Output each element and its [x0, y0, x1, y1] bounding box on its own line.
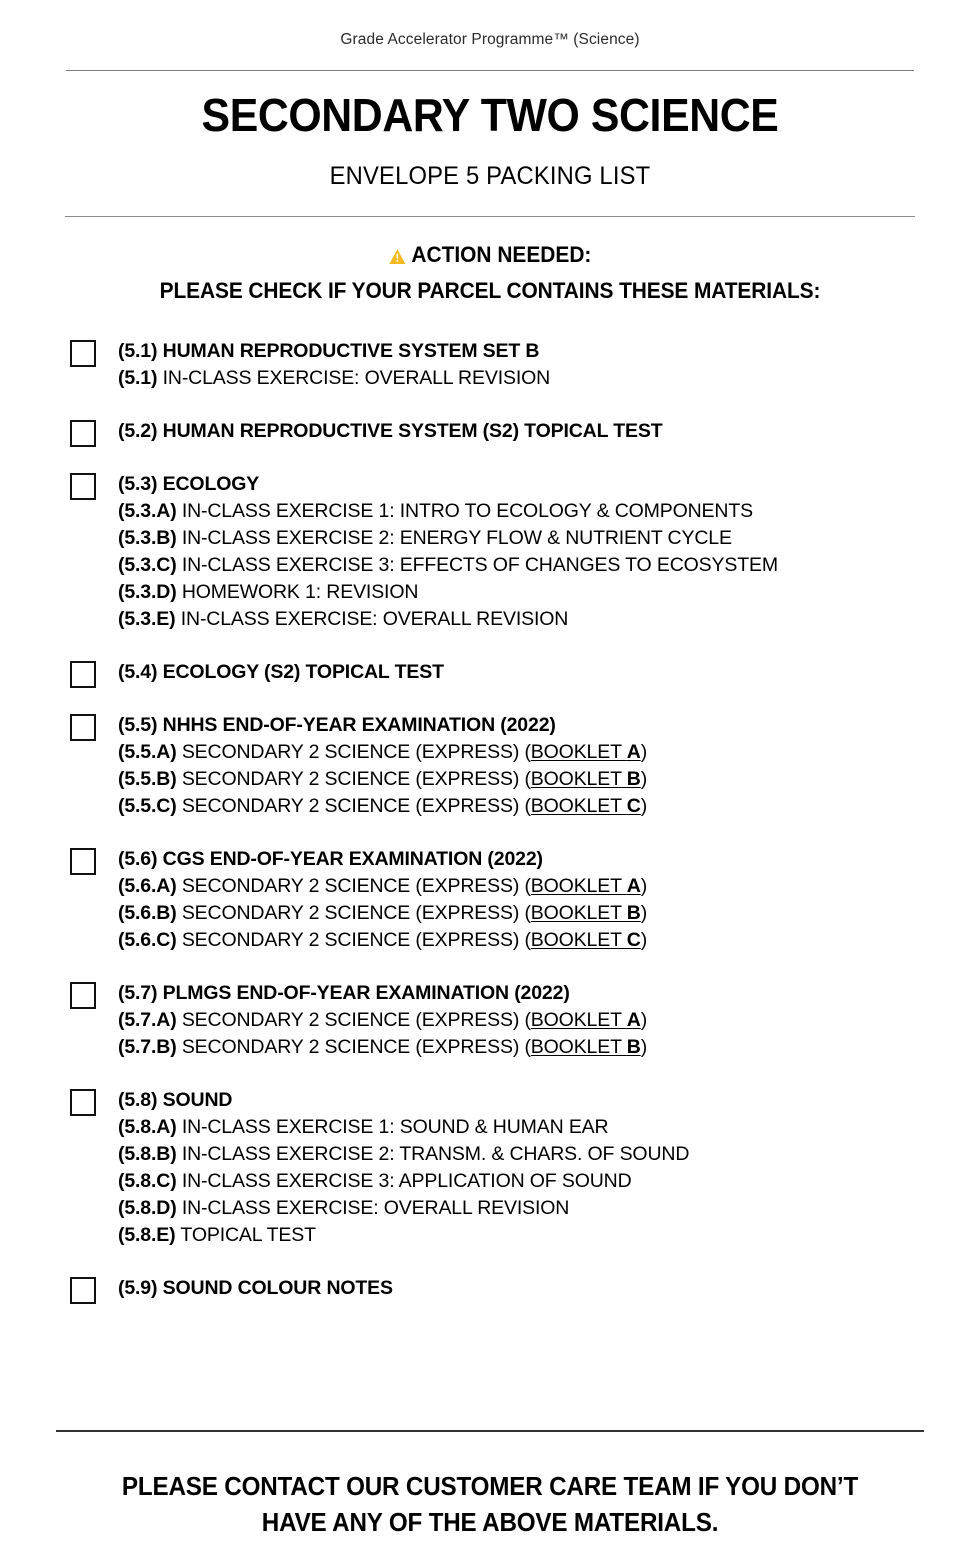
item-text: SECONDARY 2 SCIENCE (EXPRESS) (	[181, 928, 531, 951]
item-code: (5.6.C)	[118, 928, 177, 951]
item-text-tail: )	[640, 794, 648, 817]
footer-notice	[25, 1469, 956, 1541]
item-code: (5.3.C)	[118, 553, 177, 576]
item-text: SECONDARY 2 SCIENCE (EXPRESS) (	[181, 901, 531, 924]
booklet-label: BOOKLET	[530, 767, 627, 790]
item-code: (5.1)	[118, 366, 158, 389]
item-text-tail: )	[640, 928, 648, 951]
checklist-subitem	[118, 1141, 980, 1168]
checklist-item	[70, 471, 980, 633]
item-code: (5.5)	[118, 713, 158, 736]
booklet-marker	[531, 902, 641, 924]
booklet-letter: B	[626, 901, 641, 924]
checklist-subitem	[118, 927, 980, 954]
booklet-marker	[531, 1009, 641, 1031]
header-divider-bottom	[65, 216, 915, 217]
checklist-subitem	[118, 900, 980, 927]
checklist-subitem	[118, 766, 980, 793]
checklist-subitem	[118, 793, 980, 820]
materials-checklist	[0, 338, 980, 1302]
item-text: SOUND COLOUR NOTES	[162, 1276, 393, 1299]
booklet-letter: A	[626, 874, 641, 897]
booklet-letter: B	[626, 1035, 641, 1058]
checklist-item-title	[118, 659, 980, 686]
checklist-item-title	[118, 1087, 980, 1114]
item-code: (5.9)	[118, 1276, 158, 1299]
item-text-tail: )	[640, 874, 648, 897]
item-code: (5.5.B)	[118, 767, 177, 790]
item-text: IN-CLASS EXERCISE 3: APPLICATION OF SOUND	[181, 1169, 632, 1192]
page-subtitle: ENVELOPE 5 PACKING LIST	[329, 161, 651, 190]
checklist-item-title	[118, 712, 980, 739]
item-text: TOPICAL TEST	[180, 1223, 316, 1246]
item-text: IN-CLASS EXERCISE: OVERALL REVISION	[162, 366, 551, 389]
checkbox-5-3[interactable]	[70, 473, 96, 500]
item-text: IN-CLASS EXERCISE: OVERALL REVISION	[180, 607, 569, 630]
booklet-marker	[531, 768, 641, 790]
checklist-item	[70, 980, 980, 1061]
item-text: SECONDARY 2 SCIENCE (EXPRESS) (	[181, 874, 531, 897]
item-text: ECOLOGY (S2) TOPICAL TEST	[162, 660, 444, 683]
warning-triangle-icon	[389, 246, 407, 265]
checklist-subitem	[118, 365, 980, 392]
checklist-subitem	[118, 1034, 980, 1061]
checklist-subitem	[118, 1195, 980, 1222]
booklet-marker	[531, 929, 641, 951]
item-text-tail: )	[640, 1008, 648, 1031]
item-text: IN-CLASS EXERCISE: OVERALL REVISION	[181, 1196, 570, 1219]
booklet-letter: A	[626, 740, 641, 763]
footer-notice-line-1: PLEASE CONTACT OUR CUSTOMER CARE TEAM IF YOU DON’T	[121, 1473, 859, 1501]
item-code: (5.8.E)	[118, 1223, 176, 1246]
checklist-item	[70, 1087, 980, 1249]
booklet-label: BOOKLET	[530, 794, 627, 817]
footer-divider	[56, 1430, 924, 1432]
checklist-subitem	[118, 739, 980, 766]
item-code: (5.8.B)	[118, 1142, 177, 1165]
checklist-subitem	[118, 1168, 980, 1195]
item-code: (5.8.C)	[118, 1169, 177, 1192]
item-text: SOUND	[162, 1088, 233, 1111]
checkbox-5-8[interactable]	[70, 1089, 96, 1116]
item-text: IN-CLASS EXERCISE 2: ENERGY FLOW & NUTRIENT CYCLE	[181, 526, 732, 549]
booklet-letter: A	[626, 1008, 641, 1031]
item-code: (5.3.E)	[118, 607, 176, 630]
checkbox-5-4[interactable]	[70, 661, 96, 688]
checklist-item	[70, 712, 980, 820]
item-text: SECONDARY 2 SCIENCE (EXPRESS) (	[181, 1008, 531, 1031]
checklist-subitem	[118, 1114, 980, 1141]
booklet-label: BOOKLET	[530, 740, 627, 763]
booklet-label: BOOKLET	[530, 1008, 627, 1031]
brand-line: Grade Accelerator Programme™ (Science)	[340, 31, 640, 48]
page-footer	[0, 1402, 980, 1541]
checklist-item	[70, 418, 980, 445]
booklet-label: BOOKLET	[530, 928, 627, 951]
checklist-subitem	[118, 1007, 980, 1034]
booklet-marker	[531, 875, 641, 897]
checkbox-5-7[interactable]	[70, 982, 96, 1009]
checklist-item	[70, 338, 980, 392]
checklist-item	[70, 846, 980, 954]
booklet-letter: C	[626, 928, 641, 951]
item-text: HUMAN REPRODUCTIVE SYSTEM SET B	[162, 339, 540, 362]
page-title: SECONDARY TWO SCIENCE	[201, 89, 779, 141]
checklist-subitem	[118, 873, 980, 900]
booklet-marker	[531, 741, 641, 763]
item-text-tail: )	[640, 1035, 648, 1058]
item-text-tail: )	[640, 767, 648, 790]
item-text-tail: )	[640, 740, 648, 763]
item-code: (5.3.A)	[118, 499, 177, 522]
checklist-subitem	[118, 498, 980, 525]
checklist-item-title	[118, 846, 980, 873]
item-text-tail: )	[640, 901, 648, 924]
item-text: SECONDARY 2 SCIENCE (EXPRESS) (	[181, 1035, 531, 1058]
booklet-label: BOOKLET	[530, 901, 627, 924]
item-text: IN-CLASS EXERCISE 2: TRANSM. & CHARS. OF SOUND	[181, 1142, 690, 1165]
item-code: (5.7)	[118, 981, 158, 1004]
item-code: (5.7.A)	[118, 1008, 177, 1031]
item-text: PLMGS END-OF-YEAR EXAMINATION (2022)	[162, 981, 570, 1004]
item-text: IN-CLASS EXERCISE 1: INTRO TO ECOLOGY & COMPONENTS	[181, 499, 753, 522]
checklist-item-title	[118, 338, 980, 365]
booklet-marker	[531, 795, 641, 817]
checklist-item	[70, 1275, 980, 1302]
checklist-item	[70, 659, 980, 686]
item-text: SECONDARY 2 SCIENCE (EXPRESS) (	[181, 767, 531, 790]
item-code: (5.8)	[118, 1088, 158, 1111]
item-code: (5.6.A)	[118, 874, 177, 897]
item-text: SECONDARY 2 SCIENCE (EXPRESS) (	[181, 794, 531, 817]
item-code: (5.6.B)	[118, 901, 177, 924]
action-needed-heading	[25, 242, 956, 268]
item-text: SECONDARY 2 SCIENCE (EXPRESS) (	[181, 740, 531, 763]
checklist-item-title	[118, 471, 980, 498]
booklet-label: BOOKLET	[530, 874, 627, 897]
item-code: (5.1)	[118, 339, 158, 362]
checkbox-5-5[interactable]	[70, 714, 96, 741]
checklist-subitem	[118, 606, 980, 633]
item-text: IN-CLASS EXERCISE 3: EFFECTS OF CHANGES TO ECOSYSTEM	[181, 553, 778, 576]
header-divider-top	[66, 70, 914, 71]
item-code: (5.5.C)	[118, 794, 177, 817]
checklist-item-title	[118, 1275, 980, 1302]
item-code: (5.3)	[118, 472, 158, 495]
item-code: (5.3.B)	[118, 526, 177, 549]
checkbox-5-1[interactable]	[70, 340, 96, 367]
item-code: (5.7.B)	[118, 1035, 177, 1058]
item-text: NHHS END-OF-YEAR EXAMINATION (2022)	[162, 713, 556, 736]
action-instruction: PLEASE CHECK IF YOUR PARCEL CONTAINS THESE MATERIALS:	[159, 277, 821, 303]
item-text: HOMEWORK 1: REVISION	[181, 580, 419, 603]
checkbox-5-2[interactable]	[70, 420, 96, 447]
checklist-subitem	[118, 552, 980, 579]
checklist-subitem	[118, 1222, 980, 1249]
booklet-letter: B	[626, 767, 641, 790]
checklist-subitem	[118, 579, 980, 606]
item-code: (5.8.D)	[118, 1196, 177, 1219]
booklet-marker	[531, 1036, 641, 1058]
checklist-item-title	[118, 418, 980, 445]
item-text: IN-CLASS EXERCISE 1: SOUND & HUMAN EAR	[181, 1115, 609, 1138]
booklet-letter: C	[626, 794, 641, 817]
item-text: CGS END-OF-YEAR EXAMINATION (2022)	[162, 847, 543, 870]
checklist-item-title	[118, 980, 980, 1007]
item-text: ECOLOGY	[162, 472, 260, 495]
checkbox-5-9[interactable]	[70, 1277, 96, 1304]
item-code: (5.2)	[118, 419, 158, 442]
action-needed-label: ACTION NEEDED:	[411, 241, 592, 267]
booklet-label: BOOKLET	[530, 1035, 627, 1058]
checkbox-5-6[interactable]	[70, 848, 96, 875]
item-code: (5.6)	[118, 847, 158, 870]
item-code: (5.3.D)	[118, 580, 177, 603]
item-code: (5.4)	[118, 660, 158, 683]
item-text: HUMAN REPRODUCTIVE SYSTEM (S2) TOPICAL TEST	[162, 419, 663, 442]
action-needed-block	[0, 242, 980, 304]
item-code: (5.8.A)	[118, 1115, 177, 1138]
footer-notice-line-2: HAVE ANY OF THE ABOVE MATERIALS.	[261, 1509, 719, 1537]
checklist-subitem	[118, 525, 980, 552]
item-code: (5.5.A)	[118, 740, 177, 763]
